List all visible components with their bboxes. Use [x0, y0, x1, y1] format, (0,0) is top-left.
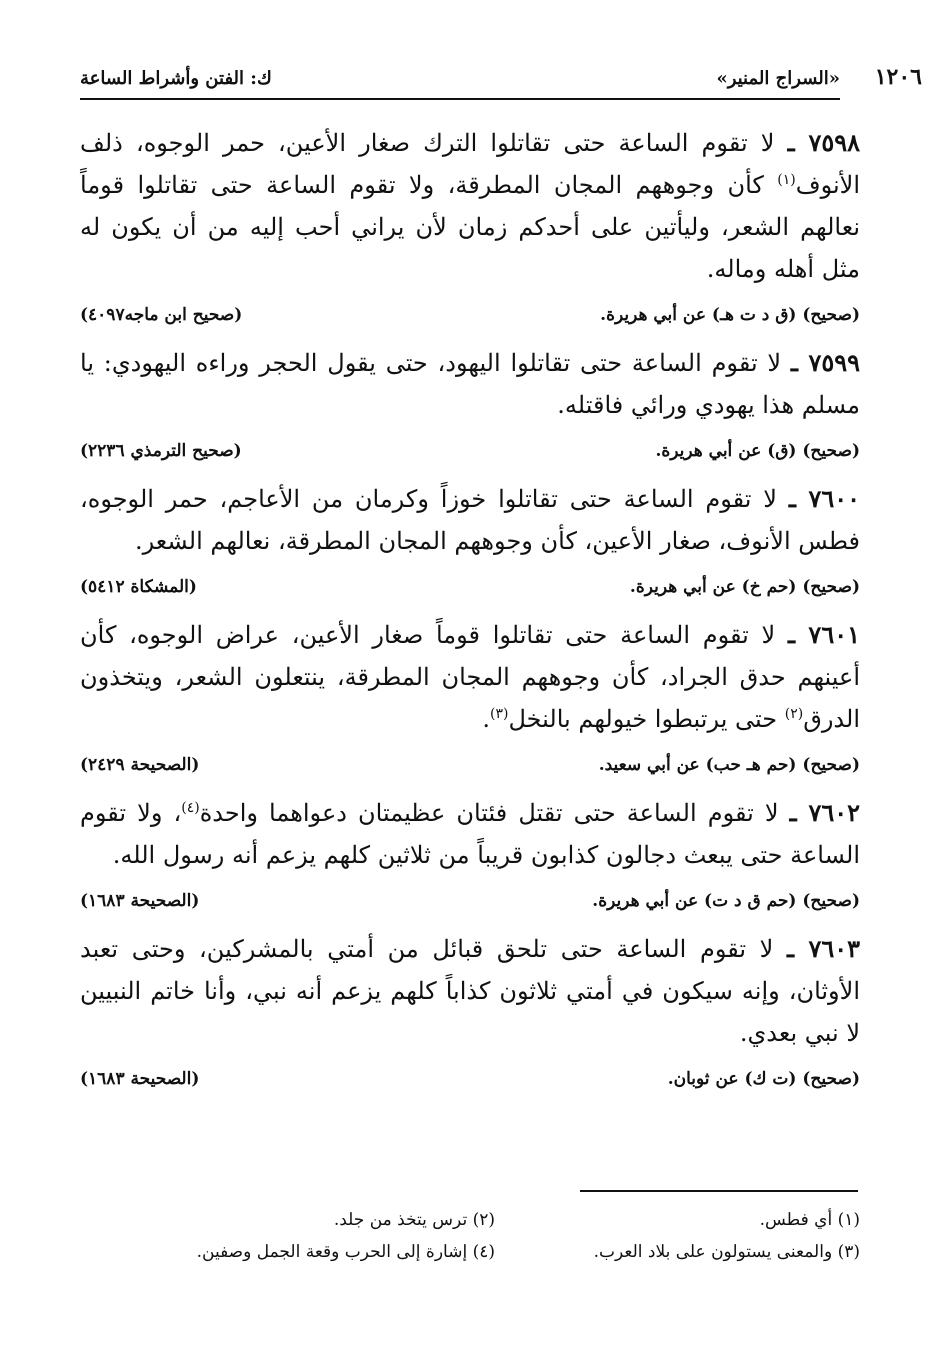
footnote-1: (١) أي فطس. [759, 1210, 860, 1230]
hadith-grade: (صحيح) (ق د ت هـ) عن أبي هريرة. [600, 305, 860, 325]
grade-row [80, 572, 860, 602]
hadith-text: لا تقوم الساعة حتى تقاتلوا الترك صغار الأعين، حمر الوجوه، ذلف الأنوف [80, 129, 861, 199]
footnote-ref: (٤) [181, 800, 200, 816]
hadith-text: ، ولا تقوم الساعة حتى يبعث دجالون كذابون قريباً من ثلاثين كلهم يزعم أنه رسول الله. [80, 799, 860, 869]
hadith-source: (المشكاة ٥٤١٢) [80, 577, 197, 597]
hadith-7602 [80, 792, 860, 916]
hadith-grade: (صحيح) (حم هـ حب) عن أبي سعيد. [598, 755, 860, 775]
hadith-grade: (صحيح) (ق) عن أبي هريرة. [655, 441, 860, 461]
footnote-4: (٤) إشارة إلى الحرب وقعة الجمل وصفين. [196, 1242, 495, 1262]
chapter-title: ك: الفتن وأشراط الساعة [80, 68, 272, 89]
hadith-source: (الصحيحة ١٦٨٣) [80, 1069, 200, 1089]
hadith-grade: (صحيح) (حم خ) عن أبي هريرة. [629, 577, 860, 597]
hadith-7603 [80, 928, 860, 1094]
book-title: «السراج المنير» [716, 68, 840, 89]
hadith-7601 [80, 614, 860, 780]
hadith-number: ٧٥٩٩ ـ [790, 348, 861, 377]
hadith-number: ٧٦٠٣ ـ [787, 934, 860, 963]
footnote-ref: (٣) [490, 706, 509, 722]
hadith-source: (الصحيحة ٢٤٢٩) [80, 755, 200, 775]
hadith-7598 [80, 122, 860, 330]
hadith-text: لا تقوم الساعة حتى تلحق قبائل من أمتي بالمشركين، وحتى تعبد الأوثان، وإنه سيكون في أمتي ثلاثون كذاباً كلهم يزعم أنه نبي، وأنا خاتم النبيين لا نبي بعدي. [80, 935, 860, 1047]
hadith-7600 [80, 478, 860, 602]
grade-row [80, 300, 860, 330]
hadith-text: لا تقوم الساعة حتى تقاتلوا خوزاً وكرمان من الأعاجم، حمر الوجوه، فطس الأنوف، صغار الأعين، كأن وجوههم المجان المطرقة، نعالهم الشعر. [80, 485, 860, 555]
hadith-source: (صحيح الترمذي ٢٢٣٦) [80, 441, 242, 461]
grade-row [80, 750, 860, 780]
hadith-grade: (صحيح) (حم ق د ت) عن أبي هريرة. [592, 891, 860, 911]
hadith-source: (الصحيحة ١٦٨٣) [80, 891, 200, 911]
hadith-grade: (صحيح) (ت ك) عن ثوبان. [667, 1069, 860, 1089]
page-header [80, 64, 922, 104]
grade-row [80, 436, 860, 466]
hadith-text: لا تقوم الساعة حتى تقتل فئتان عظيمتان دعواهما واحدة [199, 799, 779, 827]
footnote-rule [580, 1190, 858, 1192]
hadith-text: كأن وجوههم المجان المطرقة، ولا تقوم الساعة حتى تقاتلوا قوماً نعالهم الشعر، وليأتين على أحدكم زمان لأن يراني أحب إليه من أن يكون له مثل أهله وماله. [80, 171, 860, 283]
footnote-ref: (١) [777, 172, 796, 188]
hadith-text: حتى يرتبطوا خيولهم بالنخل [508, 705, 785, 733]
hadith-number: ٧٥٩٨ ـ [787, 128, 861, 157]
footnote-ref: (٢) [784, 706, 804, 722]
hadith-text: لا تقوم الساعة حتى تقاتلوا اليهود، حتى يقول الحجر وراءه اليهودي: يا مسلم هذا يهودي ورائي فاقتله. [80, 349, 860, 419]
hadith-list [80, 122, 860, 1106]
hadith-number: ٧٦٠١ ـ [787, 620, 860, 649]
grade-row [80, 1064, 860, 1094]
grade-row [80, 886, 860, 916]
page-number: ١٢٠٦ [874, 64, 922, 90]
hadith-number: ٧٦٠٠ ـ [788, 484, 860, 513]
hadith-text: لا تقوم الساعة حتى تقاتلوا قوماً صغار الأعين، عراض الوجوه، كأن أعينهم حدق الجراد، كأن وجوههم المجان المطرقة، ينتعلون الشعر، ويتخذون الدرق [80, 621, 860, 733]
hadith-7599 [80, 342, 860, 466]
hadith-source: (صحيح ابن ماجه٤٠٩٧) [80, 305, 243, 325]
footnotes [130, 1204, 860, 1268]
hadith-text: . [482, 705, 491, 733]
footnote-2: (٢) ترس يتخذ من جلد. [333, 1210, 495, 1230]
footnote-3: (٣) والمعنى يستولون على بلاد العرب. [593, 1242, 860, 1262]
hadith-number: ٧٦٠٢ ـ [789, 798, 861, 827]
header-rule [80, 98, 840, 100]
